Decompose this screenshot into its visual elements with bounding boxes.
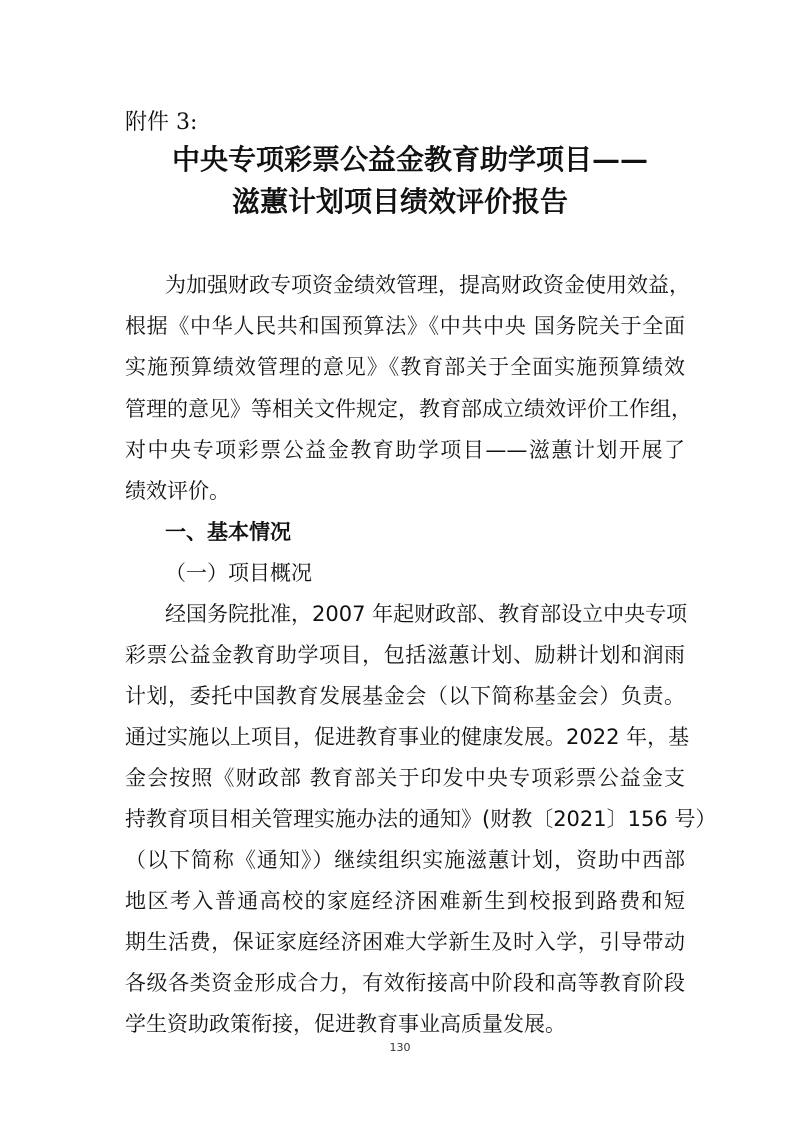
attachment-label: 附件 3: <box>125 110 198 135</box>
overview-line-6: 持教育项目相关管理实施办法的通知》(财教〔2021〕156 号） <box>125 807 717 831</box>
intro-line-4: 管理的意见》等相关文件规定，教育部成立绩效评价工作组， <box>125 397 692 421</box>
intro-line-6: 绩效评价。 <box>125 479 230 503</box>
overview-line-4: 通过实施以上项目，促进教育事业的健康发展。2022 年，基 <box>125 725 690 749</box>
overview-line-5: 金会按照《财政部 教育部关于印发中央专项彩票公益金支 <box>125 766 685 790</box>
overview-line-10: 各级各类资金形成合力，有效衔接高中阶段和高等教育阶段 <box>125 971 685 995</box>
intro-line-2: 根据《中华人民共和国预算法》《中共中央 国务院关于全面 <box>125 314 685 338</box>
subsection-heading-project-overview: （一）项目概况 <box>165 561 312 585</box>
overview-line-8: 地区考入普通高校的家庭经济困难新生到校报到路费和短 <box>125 889 685 913</box>
overview-line-11: 学生资助政策衔接，促进教育事业高质量发展。 <box>125 1012 566 1036</box>
overview-line-7: （以下简称《通知》）继续组织实施滋蕙计划，资助中西部 <box>125 848 685 872</box>
intro-line-1: 为加强财政专项资金绩效管理，提高财政资金使用效益， <box>165 273 690 297</box>
section-heading-basic-info: 一、基本情况 <box>165 520 291 544</box>
overview-line-2: 彩票公益金教育助学项目，包括滋蕙计划、励耕计划和润雨 <box>125 643 685 667</box>
report-title-line-1: 中央专项彩票公益金教育助学项目—— <box>171 143 648 176</box>
intro-line-5: 对中央专项彩票公益金教育助学项目——滋蕙计划开展了 <box>125 438 685 462</box>
page-number: 130 <box>389 1041 411 1054</box>
overview-line-3: 计划，委托中国教育发展基金会（以下简称基金会）负责。 <box>125 684 685 708</box>
intro-line-3: 实施预算绩效管理的意见》《教育部关于全面实施预算绩效 <box>125 355 685 379</box>
report-title-line-2: 滋蕙计划项目绩效评价报告 <box>231 185 568 218</box>
overview-line-9: 期生活费，保证家庭经济困难大学新生及时入学，引导带动 <box>125 930 685 954</box>
overview-line-1: 经国务院批准，2007 年起财政部、教育部设立中央专项 <box>165 602 688 626</box>
